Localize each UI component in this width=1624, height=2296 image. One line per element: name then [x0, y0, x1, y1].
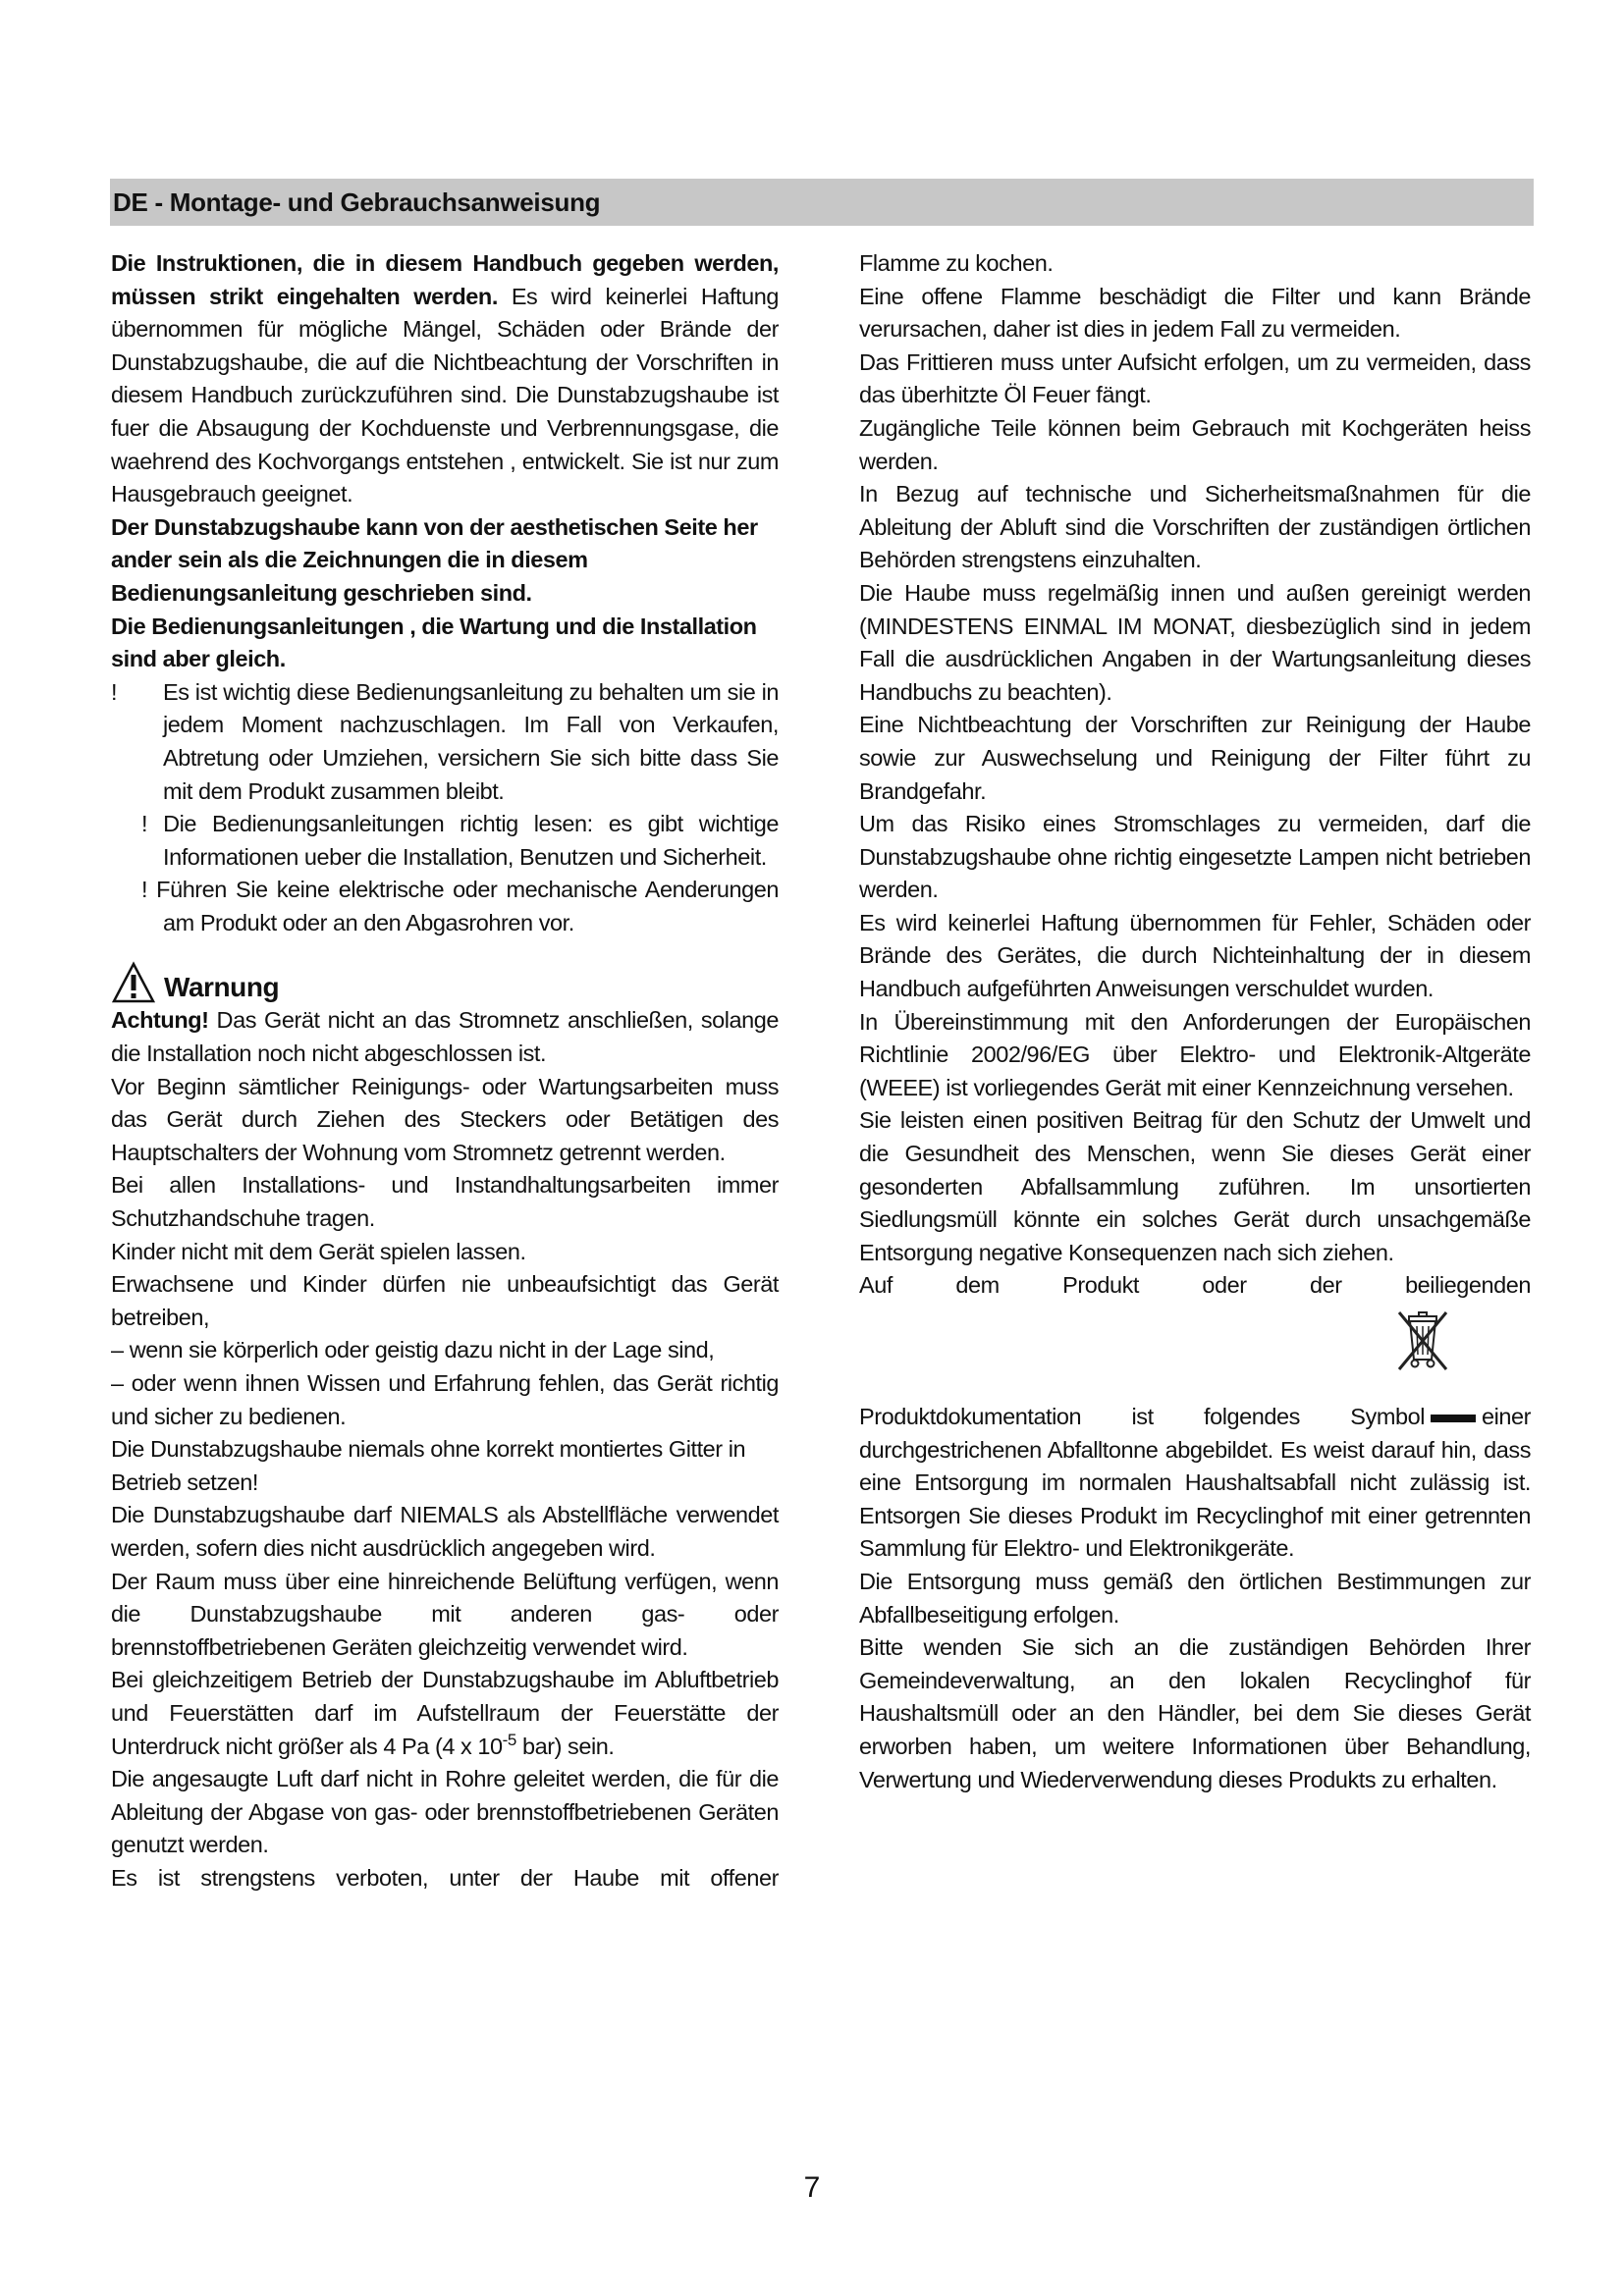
frying-paragraph: Das Frittieren muss unter Aufsicht erfolgen, um zu vermeiden, dass das überhitzte Öl Feuer fängt. — [859, 348, 1531, 408]
section-title: DE - Montage- und Gebrauchsanweisung — [113, 187, 601, 217]
auf-line — [859, 1269, 1531, 1303]
warning-heading — [111, 957, 779, 1004]
section-header — [110, 179, 1534, 226]
bullet-item-2: ! Die Bedienungsanleitungen richtig lesen: es gibt wichtige Informationen ueber die Installation, Benutzen und Sicherheit. — [141, 811, 779, 870]
achtung-label: Achtung! — [111, 1007, 209, 1034]
exhaust-paragraph: Die angesaugte Luft darf nicht in Rohre geleitet werden, die für die Ableitung der Abgase von gas- oder brennstoffbetriebenen Geräten genutzt werden. — [111, 1766, 779, 1858]
pressure-paragraph — [111, 1664, 779, 1763]
symbol-text-a: Produktdokumentation ist folgendes Symbol — [859, 1404, 1425, 1429]
open-flame-filter-paragraph: Eine offene Flamme beschädigt die Filter und kann Brände verursachen, daher ist dies in jedem Fall zu vermeiden. — [859, 283, 1531, 343]
environment-paragraph: Sie leisten einen positiven Beitrag für den Schutz der Umwelt und die Gesundheit des Menschen, wenn Sie dieses Gerät einer gesonderten Abfallsammlung zuführen. Im unsortierten Siedlungsmüll könnte ein solches Gerät durch unsachgemäße Entsorgung negative Konsequenzen nach sich ziehen. — [859, 1107, 1531, 1265]
shelf-paragraph: Die Dunstabzugshaube darf NIEMALS als Abstellfläche verwendet werden, sofern dies nicht ausdrücklich angegeben wird. — [111, 1502, 779, 1561]
weee-symbol-area — [859, 1303, 1531, 1401]
fire-risk-paragraph: Eine Nichtbeachtung der Vorschriften zur Reinigung der Haube sowie zur Auswechselung und Reinigung der Filter führt zu Brandgefahr. — [859, 712, 1531, 804]
disposal-paragraph: Die Entsorgung muss gemäß den örtlichen Bestimmungen zur Abfallbeseitigung erfolgen. — [859, 1568, 1531, 1628]
dash-item-2: – oder wenn ihnen Wissen und Erfahrung fehlen, das Gerät richtig und sicher zu bedienen. — [111, 1370, 779, 1429]
auf-word: oder — [1202, 1272, 1247, 1299]
electric-shock-paragraph: Um das Risiko eines Stromschlages zu vermeiden, darf die Dunstabzugshaube ohne richtig eingesetzte Lampen nicht betrieben werden. — [859, 811, 1531, 903]
black-bar-icon — [1431, 1415, 1476, 1422]
intro-bold: Die Instruktionen, die in diesem Handbuch gegeben werden, müssen strikt eingehalten werden. — [111, 250, 779, 309]
weee-paragraph: In Übereinstimmung mit den Anforderungen der Europäischen Richtlinie 2002/96/EG über Elektro- und Elektronik-Altgeräte (WEEE) ist vorliegendes Gerät mit einer Kennzeichnung versehen. — [859, 1008, 1531, 1100]
bullet-text-1: Es ist wichtig diese Bedienungsanleitung zu behalten um sie in jedem Moment nachzuschlagen. Im Fall von Verkaufen, Abtretung oder Umziehen, versichern Sie sich bitte dass Sie mit dem Produkt zusammen bleibt. — [163, 678, 779, 804]
liability-paragraph: Es wird keinerlei Haftung übernommen für Fehler, Schäden oder Brände des Gerätes, die durch Nichteinhaltung der in diesem Handbuch aufgeführten Anweisungen verschuldet wurden. — [859, 909, 1531, 1002]
maintenance-paragraph: Vor Beginn sämtlicher Reinigungs- oder Wartungsarbeiten muss das Gerät durch Ziehen des Steckers oder Betätigen des Hauptschalters der Wohnung vom Stromnetz getrennt werden. — [111, 1073, 779, 1165]
ventilation-paragraph: Der Raum muss über eine hinreichende Belüftung verfügen, wenn die Dunstabzugshaube mit anderen gas- oder brennstoffbetriebenen Geräten gleichzeitig verwendet wird. — [111, 1568, 779, 1660]
dash-item-1: – wenn sie körperlich oder geistig dazu nicht in der Lage sind, — [111, 1337, 715, 1363]
intro-paragraph — [111, 247, 779, 511]
gloves-paragraph: Bei allen Installations- und Instandhaltungsarbeiten immer Schutzhandschuhe tragen. — [111, 1172, 779, 1232]
pressure-text-a: Bei gleichzeitigem Betrieb der Dunstabzugshaube im Abluftbetrieb und Feuerstätten darf im Aufstellraum der Feuerstätte der Unterdruck nicht größer als 4 Pa (4 x 10 — [111, 1667, 779, 1759]
design-note: Der Dunstabzugshaube kann von der aesthetischen Seite her ander sein als die Zeichnungen die in diesem Bedienungsanleitung geschrieben sind. — [111, 513, 758, 606]
contact-paragraph: Bitte wenden Sie sich an die zuständigen Behörden Ihrer Gemeindeverwaltung, an den lokalen Recyclinghof für Haushaltsmüll oder an den Händler, bei dem Sie dieses Gerät erworben haben, um weitere Informationen über Behandlung, Verwertung und Wiederverwendung dieses Produkts zu erhalten. — [859, 1634, 1531, 1792]
supervision-paragraph: Erwachsene und Kinder dürfen nie unbeaufsichtigt das Gerät betreiben, — [111, 1271, 779, 1330]
warning-title: Warnung — [164, 972, 280, 1003]
symbol-text-b: einer durchgestrichenen Abfalltonne abgebildet. Es weist darauf hin, dass eine Entsorgung im normalen Haushaltsabfall nicht zulässig ist. Entsorgen Sie dieses Produkt im Recyclinghof mit einer getrennten Sammlung für Elektro- und Elektronikgeräte. — [859, 1404, 1531, 1562]
warning-triangle-icon — [111, 961, 156, 1004]
page-number: 7 — [803, 2171, 821, 2204]
children-paragraph: Kinder nicht mit dem Gerät spielen lassen. — [111, 1238, 526, 1264]
flame-continuation: Flamme zu kochen. — [859, 250, 1054, 276]
pressure-text-b: bar) sein. — [515, 1733, 615, 1759]
auf-word: dem — [955, 1272, 1000, 1299]
bullet-text — [131, 676, 779, 808]
left-column — [111, 247, 779, 1896]
instructions-note: Die Bedienungsanleitungen , die Wartung und die Installation sind aber gleich. — [111, 613, 757, 672]
pressure-exponent: -5 — [502, 1730, 516, 1749]
symbol-paragraph — [859, 1401, 1531, 1566]
right-column — [859, 247, 1531, 1796]
intro-text: Es wird keinerlei Haftung übernommen für mögliche Mängel, Schäden oder Brände der Dunstabzugshaube, die auf die Nichtbeachtung der Vorschriften in diesem Handbuch zurückzuführen sind. Die Dunstabzugshaube ist fuer die Absaugung der Kochduenste und Verbrennungsgase, die waehrend des Kochvorgangs entstehen , entwickelt. Sie ist nur zum Hausgebrauch geeignet. — [111, 283, 779, 507]
regulations-paragraph: In Bezug auf technische und Sicherheitsmaßnahmen für die Ableitung der Abluft sind die Vorschriften der zuständigen örtlichen Behörden strengstens einzuhalten. — [859, 481, 1531, 573]
crossed-bin-icon — [1395, 1308, 1450, 1373]
cleaning-paragraph: Die Haube muss regelmäßig innen und außen gereinigt werden (MINDESTENS EINMAL IM MONAT, diesbezüglich sind in jedem Fall die ausdrücklichen Angaben in der Wartungsanleitung dieses Handbuchs zu beachten). — [859, 579, 1531, 705]
bullet-item — [111, 676, 779, 808]
auf-word: Produkt — [1062, 1272, 1139, 1299]
bullet-item-3: ! Führen Sie keine elektrische oder mechanische Aenderungen am Produkt oder an den Abgasrohren vor. — [141, 877, 779, 935]
bullet-mark: ! — [111, 678, 118, 705]
achtung-paragraph — [111, 1004, 779, 1070]
hot-parts-paragraph: Zugängliche Teile können beim Gebrauch mit Kochgeräten heiss werden. — [859, 414, 1531, 474]
auf-word: der — [1310, 1272, 1342, 1299]
auf-word: Auf — [859, 1272, 893, 1299]
achtung-text: Das Gerät nicht an das Stromnetz anschließen, solange die Installation noch nicht abgeschlossen ist. — [111, 1007, 779, 1067]
grille-paragraph: Die Dunstabzugshaube niemals ohne korrekt montiertes Gitter in Betrieb setzen! — [111, 1436, 746, 1495]
open-flame-paragraph: Es ist strengstens verboten, unter der Haube mit offener — [111, 1864, 779, 1891]
auf-word: beiliegenden — [1405, 1272, 1531, 1299]
